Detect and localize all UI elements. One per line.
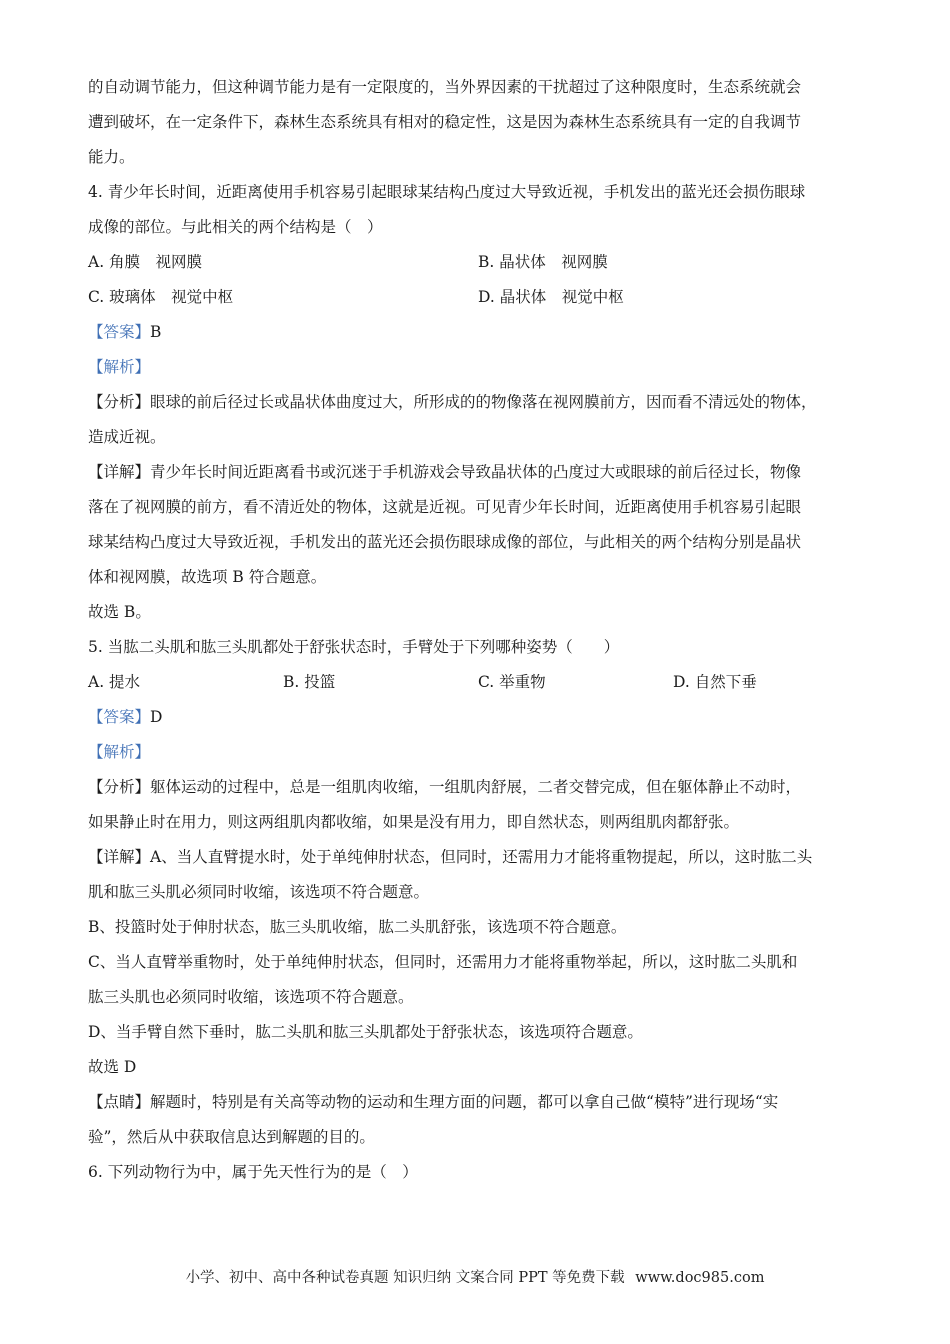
answer-value: D	[150, 708, 163, 726]
option-c: C. 玻璃体 视觉中枢	[88, 288, 234, 306]
fenxi-tag: 【分析】	[88, 778, 151, 796]
analysis-line: 如果静止时在用力，则这两组肌肉都收缩，如果是没有用力，即自然状态，则两组肌肉都舒张。	[88, 813, 740, 831]
page-footer	[0, 1266, 950, 1287]
paragraph-line: 的自动调节能力，但这种调节能力是有一定限度的，当外界因素的干扰超过了这种限度时，生态系统就会	[88, 78, 802, 96]
analysis-heading	[88, 735, 868, 770]
detail-line	[88, 840, 868, 875]
analysis-line	[88, 385, 868, 420]
answer-tag: 【答案】	[88, 708, 151, 726]
fenxi-tag: 【分析】	[88, 393, 151, 411]
answer-line	[88, 315, 868, 350]
option-d: D. 晶状体 视觉中枢	[478, 288, 624, 306]
paragraph-line: 能力。	[88, 148, 135, 166]
answer-line	[88, 700, 868, 735]
question-4-options-row	[88, 280, 868, 315]
detail-line: C、当人直臂举重物时，处于单纯伸肘状态，但同时，还需用力才能将重物举起，所以，这时肱二头肌和	[88, 953, 798, 971]
detail-line: 肱三头肌也必须同时收缩，该选项不符合题意。	[88, 988, 414, 1006]
page-content	[88, 70, 868, 1190]
detail-line: 球某结构凸度过大导致近视，手机发出的蓝光还会损伤眼球成像的部位，与此相关的两个结构分别是晶状	[88, 533, 802, 551]
option-b: B. 晶状体 视网膜	[478, 253, 608, 271]
analysis-line	[88, 770, 868, 805]
fenxi-text: 躯体运动的过程中，总是一组肌肉收缩，一组肌肉舒展，二者交替完成，但在躯体静止不动时，	[150, 778, 802, 796]
analysis-heading	[88, 350, 868, 385]
xiangjie-tag: 【详解】	[88, 848, 151, 866]
question-5-options-row	[88, 665, 868, 700]
analysis-tag: 【解析】	[88, 358, 151, 376]
dianjing-text: 解题时，特别是有关高等动物的运动和生理方面的问题，都可以拿自己做“模特”进行现场“实	[150, 1093, 779, 1111]
conclusion-line: 故选 B。	[88, 603, 151, 621]
question-4-options-row	[88, 245, 868, 280]
answer-value: B	[150, 323, 162, 341]
detail-line: D、当手臂自然下垂时，肱二头肌和肱三头肌都处于舒张状态，该选项符合题意。	[88, 1023, 643, 1041]
fenxi-text: 眼球的前后径过长或晶状体曲度过大，所形成的的物像落在视网膜前方，因而看不清远处的物体，	[150, 393, 817, 411]
question-4-stem: 4. 青少年长时间，近距离使用手机容易引起眼球某结构凸度过大导致近视，手机发出的蓝光还会损伤眼球	[88, 183, 806, 201]
answer-tag: 【答案】	[88, 323, 151, 341]
detail-line	[88, 455, 868, 490]
detail-line: 体和视网膜，故选项 B 符合题意。	[88, 568, 327, 586]
detail-line: B、投篮时处于伸肘状态，肱三头肌收缩，肱二头肌舒张，该选项不符合题意。	[88, 918, 627, 936]
paragraph-line: 遭到破坏，在一定条件下，森林生态系统具有相对的稳定性，这是因为森林生态系统具有一定的自我调节	[88, 113, 802, 131]
analysis-tag: 【解析】	[88, 743, 151, 761]
detail-line: 落在了视网膜的前方，看不清近处的物体，这就是近视。可见青少年长时间，近距离使用手机容易引起眼	[88, 498, 802, 516]
dianjing-line	[88, 1085, 868, 1120]
footer-url[interactable]: www.doc985.com	[635, 1270, 765, 1286]
xiangjie-text: A、当人直臂提水时，处于单纯伸肘状态，但同时，还需用力才能将重物提起，所以，这时肱二头	[150, 848, 813, 866]
dianjing-tag: 【点睛】	[88, 1093, 151, 1111]
option-b: B. 投篮	[283, 673, 336, 691]
option-d: D. 自然下垂	[673, 673, 757, 691]
xiangjie-text: 青少年长时间近距离看书或沉迷于手机游戏会导致晶状体的凸度过大或眼球的前后径过长，物像	[150, 463, 802, 481]
question-4-stem: 成像的部位。与此相关的两个结构是（ ）	[88, 218, 383, 236]
option-a: A. 提水	[88, 673, 141, 691]
footer-text: 小学、初中、高中各种试卷真题 知识归纳 文案合同 PPT 等免费下载	[185, 1270, 625, 1286]
question-5-stem: 5. 当肱二头肌和肱三头肌都处于舒张状态时，手臂处于下列哪种姿势（ ）	[88, 638, 620, 656]
question-6-stem: 6. 下列动物行为中，属于先天性行为的是（ ）	[88, 1163, 418, 1181]
dianjing-line: 验”，然后从中获取信息达到解题的目的。	[88, 1128, 375, 1146]
xiangjie-tag: 【详解】	[88, 463, 151, 481]
conclusion-line: 故选 D	[88, 1058, 137, 1076]
detail-line: 肌和肱三头肌必须同时收缩，该选项不符合题意。	[88, 883, 430, 901]
analysis-line: 造成近视。	[88, 428, 166, 446]
option-a: A. 角膜 视网膜	[88, 253, 203, 271]
option-c: C. 举重物	[478, 673, 546, 691]
